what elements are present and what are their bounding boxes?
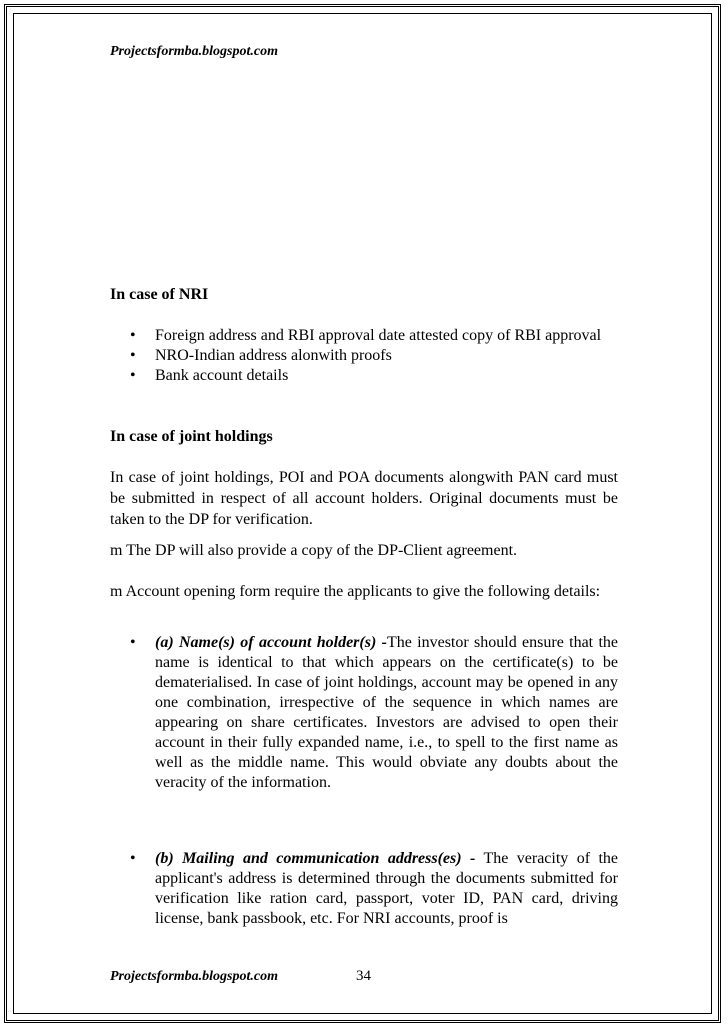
joint-heading: In case of joint holdings — [110, 428, 273, 445]
detail-label: (b) Mailing and communication address(es) - — [155, 850, 476, 867]
detail-label: (a) Name(s) of account holder(s) - — [155, 634, 387, 651]
details-list-a — [110, 633, 618, 793]
dp-note: m The DP will also provide a copy of the DP-Client agreement. — [110, 542, 518, 559]
list-item: • Foreign address and RBI approval date attested copy of RBI approval — [130, 327, 602, 344]
bullet-icon: • — [130, 634, 136, 651]
form-note: m Account opening form require the applicants to give the following details: — [110, 583, 601, 600]
list-item — [110, 633, 618, 793]
bullet-icon: • — [130, 367, 136, 384]
list-item — [110, 849, 618, 929]
bullet-icon: • — [130, 327, 136, 344]
nri-list — [110, 326, 618, 386]
page-footer: Projectsformba.blogspot.com — [110, 969, 278, 984]
bullet-icon: • — [130, 850, 136, 867]
page-header: Projectsformba.blogspot.com — [110, 44, 278, 59]
details-list-b — [110, 849, 618, 929]
detail-text: The investor should ensure that the name is identical to that which appears on the certificate(s) to be dematerialised. In case of joint holdings, account may be opened in any one combination, irrespective of the sequence in which names are appearing on share certificates. Investors are advised to open their account in their fully expanded name, i.e., to spell to the first name as well as the middle name. This would obviate any doubts about the veracity of the information. — [155, 634, 619, 791]
page-number: 34 — [356, 968, 371, 984]
list-item: • NRO-Indian address alonwith proofs — [130, 347, 392, 364]
nri-heading: In case of NRI — [110, 286, 209, 303]
list-item: • Bank account details — [130, 367, 289, 384]
detail-text: The veracity of the applicant's address is determined through the documents submitted for verification like ration card, passport, voter ID, PAN card, driving license, bank passbook, etc. For NRI accounts, proof is — [155, 850, 619, 927]
joint-paragraph: In case of joint holdings, POI and POA documents alongwith PAN card must be submitted in respect of all account holders. Original documents must be taken to the DP for verification. — [110, 469, 618, 528]
bullet-icon: • — [130, 347, 136, 364]
